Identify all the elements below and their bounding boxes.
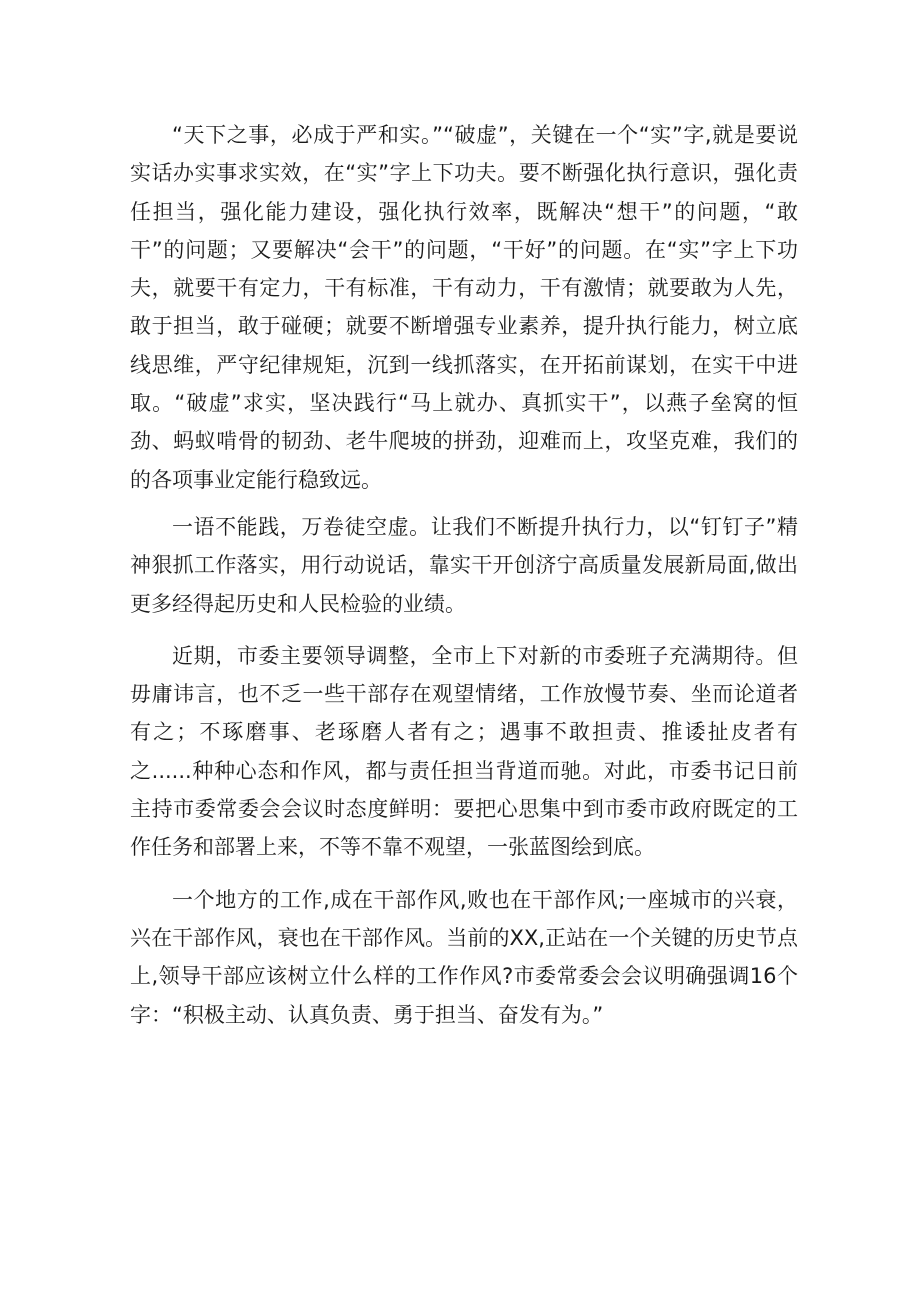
paragraph-1: “天下之事，必成于严和实。”“破虚”，关键在一个“实”字,就是要说实话办实事求实效，在“实”字上下功夫。要不断强化执行意识，强化责任担当，强化能力建设，强化执行效率，既解决“想干”的问题，“敢干”的问题；又要解决“会干”的问题，“干好”的问题。在“实”字上下功夫，就要干有定力，干有标准，干有动力，干有激情；就要敢为人先，敢于担当，敢于碰硬；就要不断增强专业素养，提升执行能力，树立底线思维，严守纪律规矩，沉到一线抓落实，在开拓前谋划，在实干中进取。“破虚”求实，坚决践行“马上就办、真抓实干”，以燕子垒窝的恒劲、蚂蚁啃骨的韧劲、老牛爬坡的拼劲，迎难而上，攻坚克难，我们的的各项事业定能行稳致远。 bbox=[130, 123, 798, 492]
paragraph-3: 近期，市委主要领导调整，全市上下对新的市委班子充满期待。但毋庸讳言，也不乏一些干部存在观望情绪，工作放慢节奏、坐而论道者有之；不琢磨事、老琢磨人者有之；遇事不敢担责、推诿扯皮者有之......种种心态和作风，都与责任担当背道而驰。对此，市委书记日前主持市委常委会会议时态度鲜明：要把心思集中到市委市政府既定的工作任务和部署上来，不等不靠不观望，一张蓝图绘到底。 bbox=[130, 643, 798, 860]
document-body bbox=[130, 116, 798, 1034]
paragraph-4: 一个地方的工作,成在干部作风,败也在干部作风;一座城市的兴衰，兴在干部作风，衰也在干部作风。当前的XX,正站在一个关键的历史节点上,领导干部应该树立什么样的工作作风?市委常委会会议明确强调16个字：“积极主动、认真负责、勇于担当、奋发有为。” bbox=[130, 887, 798, 1027]
paragraph-2: 一语不能践，万卷徒空虚。让我们不断提升执行力，以“钉钉子”精神狠抓工作落实，用行动说话，靠实干开创济宁高质量发展新局面,做出更多经得起历史和人民检验的业绩。 bbox=[130, 514, 798, 616]
